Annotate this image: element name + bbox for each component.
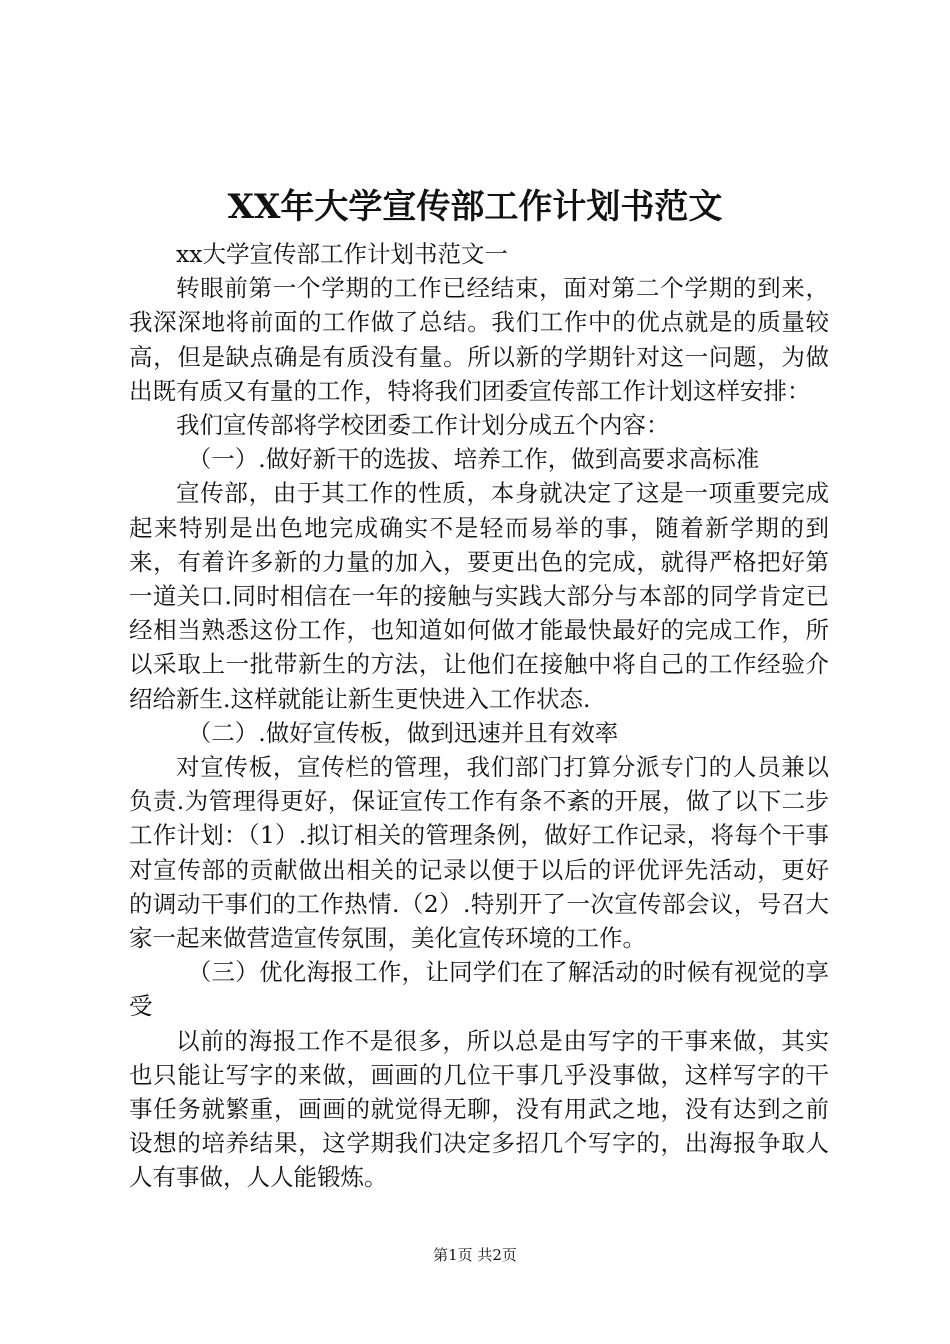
section-heading-3: （三）优化海报工作，让同学们在了解活动的时候有视觉的享受 xyxy=(129,958,829,1021)
paragraph-section-1: 宣传部，由于其工作的性质，本身就决定了这是一项重要完成起来特别是出色地完成确实不是轻而易举的事，随着新学期的到来，有着许多新的力量的加入，要更出色的完成，就得严格把好第一道关口.同时相信在一年的接触与实践大部分与本部的同学肯定已经相当熟悉这份工作，也知道如何做才能最快最好的完成工作，所以采取上一批带新生的方法，让他们在接触中将自己的工作经验介绍给新生.这样就能让新生更快进入工作状态. xyxy=(129,479,829,713)
section-heading-2: （二）.做好宣传板，做到迅速并且有效率 xyxy=(187,718,619,747)
section-heading-1: （一）.做好新干的选拔、培养工作，做到高要求高标准 xyxy=(187,445,760,474)
paragraph-section-3: 以前的海报工作不是很多，所以总是由写字的干事来做，其实也只能让写字的来做，画画的几位干事几乎没事做，这样写字的干事任务就繁重，画画的就觉得无聊，没有用武之地，没有达到之前设想的培养结果，这学期我们决定多招几个写字的，出海报争取人人有事做，人人能锻炼。 xyxy=(129,1026,829,1192)
document-title: XX年大学宣传部工作计划书范文 xyxy=(227,187,723,227)
page-footer: 第1页 共2页 xyxy=(433,1246,517,1264)
paragraph-overview: 我们宣传部将学校团委工作计划分成五个内容： xyxy=(176,411,670,440)
document-body xyxy=(129,237,829,1195)
paragraph-subtitle: xx大学宣传部工作计划书范文一 xyxy=(176,240,509,268)
paragraph-intro: 转眼前第一个学期的工作已经结束，面对第二个学期的到来，我深深地将前面的工作做了总结。我们工作中的优点就是的质量较高，但是缺点确是有质没有量。所以新的学期针对这一问题，为做出既有质又有量的工作，特将我们团委宣传部工作计划这样安排： xyxy=(129,274,829,405)
paragraph-section-2: 对宣传板，宣传栏的管理，我们部门打算分派专门的人员兼以负责.为管理得更好，保证宣传工作有条不紊的开展，做了以下二步工作计划：（1）.拟订相关的管理条例，做好工作记录，将每个干事对宣传部的贡献做出相关的记录以便于以后的评优评先活动，更好的调动干事们的工作热情.（2）.特别开了一次宣传部会议，号召大家一起来做营造宣传氛围，美化宣传环境的工作。 xyxy=(129,753,829,953)
